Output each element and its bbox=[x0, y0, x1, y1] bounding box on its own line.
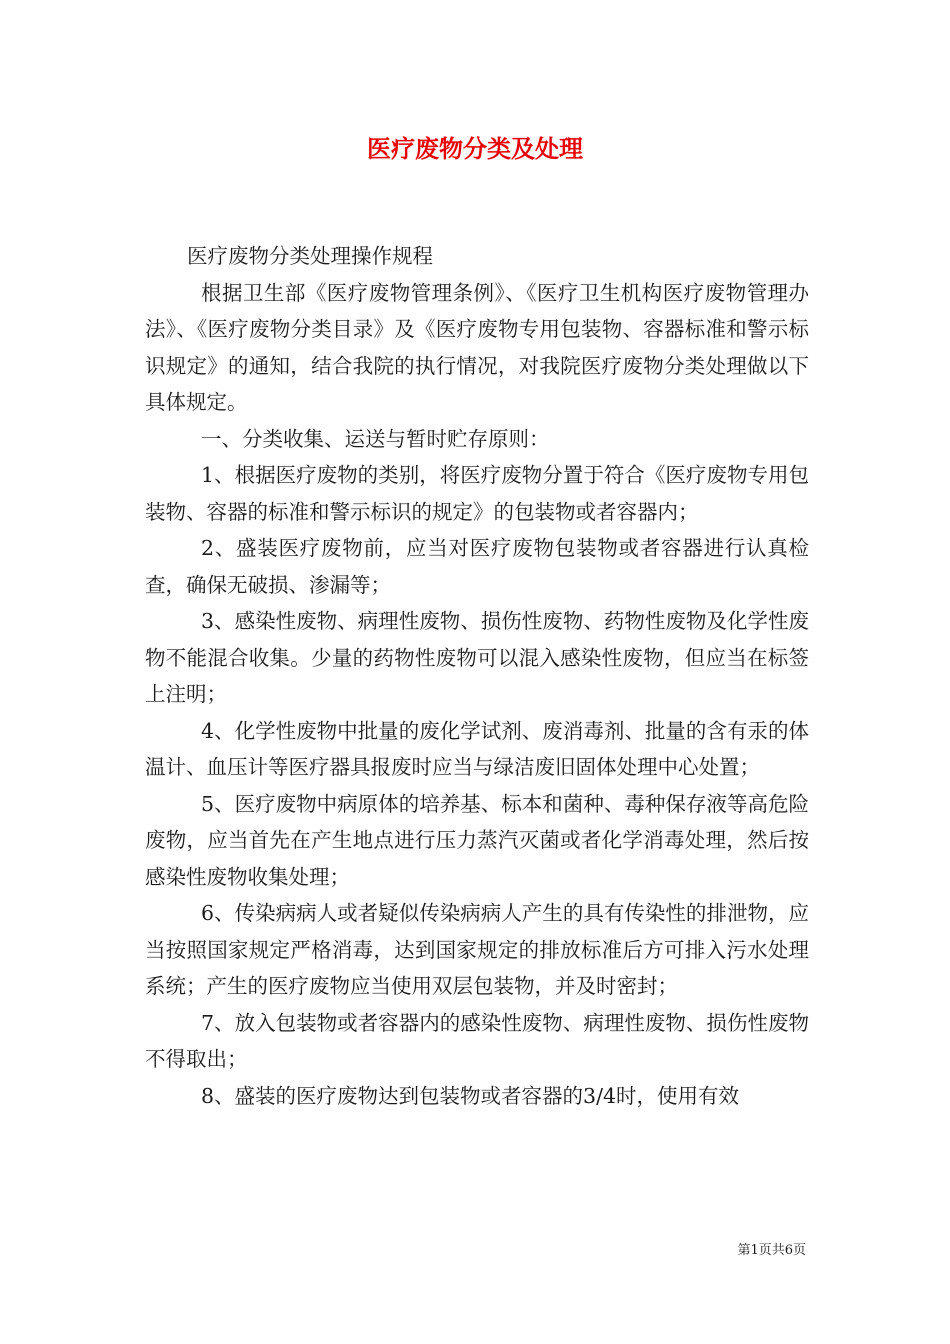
rule-item-4: 4、化学性废物中批量的废化学试剂、废消毒剂、批量的含有汞的体温计、血压计等医疗器具报废时应当与绿洁废旧固体处理中心处置； bbox=[145, 718, 809, 779]
document-subtitle: 医疗废物分类处理操作规程 bbox=[187, 244, 433, 268]
rule-item-7: 7、放入包装物或者容器内的感染性废物、病理性废物、损伤性废物不得取出； bbox=[145, 1010, 809, 1071]
rule-item-3: 3、感染性废物、病理性废物、损伤性废物、药物性废物及化学性废物不能混合收集。少量的药物性废物可以混入感染性废物，但应当在标签上注明； bbox=[145, 609, 809, 706]
rule-item-5: 5、医疗废物中病原体的培养基、标本和菌种、毒种保存液等高危险废物，应当首先在产生地点进行压力蒸汽灭菌或者化学消毒处理，然后按感染性废物收集处理； bbox=[145, 791, 809, 889]
page-title: 医疗废物分类及处理 bbox=[367, 134, 583, 163]
section-heading: 一、分类收集、运送与暂时贮存原则： bbox=[201, 426, 550, 451]
page-number-footer: 第1页共6页 bbox=[737, 1243, 806, 1258]
intro-paragraph: 根据卫生部《医疗废物管理条例》、《医疗卫生机构医疗废物管理办法》、《医疗废物分类目录》及《医疗废物专用包装物、容器标准和警示标识规定》的通知，结合我院的执行情况，对我院医疗废物分类处理做以下具体规定。 bbox=[145, 280, 809, 414]
document-body bbox=[145, 238, 809, 1114]
rule-item-8: 8、盛装的医疗废物达到包装物或者容器的3/4时，使用有效 bbox=[201, 1083, 740, 1108]
rule-item-6: 6、传染病病人或者疑似传染病病人产生的具有传染性的排泄物，应当按照国家规定严格消毒，达到国家规定的排放标准后方可排入污水处理系统；产生的医疗废物应当使用双层包装物，并及时密封； bbox=[145, 901, 809, 998]
rule-item-2: 2、盛装医疗废物前，应当对医疗废物包装物或者容器进行认真检查，确保无破损、渗漏等； bbox=[145, 536, 809, 597]
rule-item-1: 1、根据医疗废物的类别，将医疗废物分置于符合《医疗废物专用包装物、容器的标准和警示标识的规定》的包装物或者容器内； bbox=[145, 463, 809, 524]
